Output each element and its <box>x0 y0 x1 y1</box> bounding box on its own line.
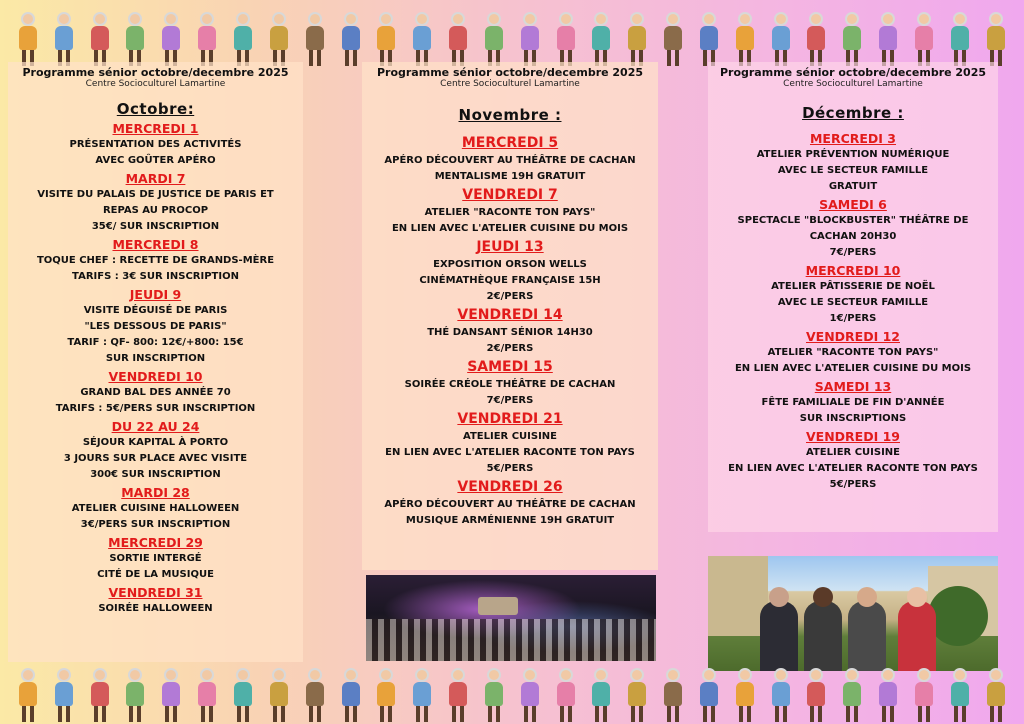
event-detail: AVEC GOÛTER APÉRO <box>95 155 216 166</box>
senior-character-illustration <box>588 666 614 722</box>
senior-character-illustration <box>911 666 937 722</box>
dance-hall-photo <box>366 575 656 661</box>
program-title: Programme sénior octobre/decembre 2025 <box>22 66 289 79</box>
event-detail: ATELIER PRÉVENTION NUMÉRIQUE <box>756 149 950 160</box>
senior-character-illustration <box>660 666 686 722</box>
senior-character-illustration <box>230 10 256 66</box>
event-detail: SPECTACLE "BLOCKBUSTER" THÉÂTRE DE <box>737 215 969 226</box>
senior-character-illustration <box>696 666 722 722</box>
senior-character-illustration <box>338 10 364 66</box>
event-detail: FÊTE FAMILIALE DE FIN D'ANNÉE <box>761 397 945 408</box>
event-item <box>362 186 658 237</box>
month-title-december: Décembre : <box>802 104 904 122</box>
senior-character-illustration <box>15 10 41 66</box>
program-title: Programme sénior octobre/decembre 2025 <box>376 66 644 79</box>
senior-character-illustration <box>338 666 364 722</box>
event-detail: ATELIER "RACONTE TON PAYS" <box>767 347 939 358</box>
event-item <box>8 120 303 169</box>
event-day: MARDI 28 <box>121 485 190 500</box>
event-detail: 2€/PERS <box>486 343 534 354</box>
senior-character-illustration <box>373 10 399 66</box>
senior-character-illustration <box>732 666 758 722</box>
event-detail: 3€/PERS SUR INSCRIPTION <box>80 519 231 530</box>
event-day: VENDREDI 7 <box>462 187 558 203</box>
senior-character-illustration <box>624 666 650 722</box>
center-name: Centre Socioculturel Lamartine <box>783 79 923 89</box>
event-detail: 2€/PERS <box>486 291 534 302</box>
event-day: VENDREDI 26 <box>457 479 563 495</box>
event-day: JEUDI 13 <box>476 239 544 255</box>
event-detail: 35€/ SUR INSCRIPTION <box>91 221 220 232</box>
event-item <box>708 130 998 195</box>
senior-character-illustration <box>875 10 901 66</box>
event-day: VENDREDI 10 <box>108 369 203 384</box>
event-detail: 300€ SUR INSCRIPTION <box>90 469 221 480</box>
december-panel <box>708 62 998 532</box>
event-detail: EXPOSITION ORSON WELLS <box>433 259 587 270</box>
senior-character-illustration <box>768 666 794 722</box>
building-shape <box>708 556 768 636</box>
event-detail: 1€/PERS <box>829 313 877 324</box>
senior-character-illustration <box>87 10 113 66</box>
senior-character-illustration <box>696 10 722 66</box>
event-day: DU 22 AU 24 <box>111 419 200 434</box>
event-detail: AVEC LE SECTEUR FAMILLE <box>777 165 929 176</box>
event-detail: 5€/PERS <box>486 463 534 474</box>
event-item <box>708 378 998 427</box>
event-item <box>708 196 998 261</box>
event-detail: CINÉMATHÈQUE FRANÇAISE 15H <box>419 275 601 286</box>
event-item <box>8 534 303 583</box>
event-day: VENDREDI 12 <box>806 329 900 344</box>
event-detail: MUSIQUE ARMÉNIENNE 19H GRATUIT <box>405 515 615 526</box>
event-detail: SÉJOUR KAPITAL À PORTO <box>82 437 229 448</box>
senior-character-illustration <box>266 666 292 722</box>
event-day: SAMEDI 15 <box>467 359 553 375</box>
group-photo <box>708 556 998 671</box>
senior-character-illustration <box>122 666 148 722</box>
event-detail: SOIRÉE HALLOWEEN <box>98 603 213 614</box>
senior-character-illustration <box>839 10 865 66</box>
event-detail: SUR INSCRIPTIONS <box>799 413 907 424</box>
october-panel <box>8 62 303 662</box>
event-detail: EN LIEN AVEC L'ATELIER RACONTE TON PAYS <box>728 463 978 474</box>
event-item <box>8 484 303 533</box>
event-day: VENDREDI 19 <box>806 429 900 444</box>
event-day: SAMEDI 13 <box>814 379 892 394</box>
event-item <box>362 478 658 529</box>
event-detail: APÉRO DÉCOUVERT AU THÉÂTRE DE CACHAN <box>384 499 636 510</box>
event-detail: THÉ DANSANT SÉNIOR 14H30 <box>427 327 593 338</box>
senior-character-illustration <box>553 666 579 722</box>
senior-character-illustration <box>947 666 973 722</box>
tables-shape <box>366 619 656 661</box>
event-detail: 5€/PERS <box>829 479 877 490</box>
event-day: MERCREDI 5 <box>461 135 559 151</box>
senior-character-illustration <box>51 10 77 66</box>
event-detail: SUR INSCRIPTION <box>105 353 206 364</box>
event-detail: EN LIEN AVEC L'ATELIER RACONTE TON PAYS <box>385 447 635 458</box>
senior-character-illustration <box>517 666 543 722</box>
event-detail: AVEC LE SECTEUR FAMILLE <box>777 297 929 308</box>
event-day: JEUDI 9 <box>129 287 182 302</box>
senior-character-illustration <box>660 10 686 66</box>
senior-character-illustration <box>122 10 148 66</box>
top-illustration-row <box>0 4 1024 66</box>
event-item <box>362 238 658 305</box>
senior-character-illustration <box>911 10 937 66</box>
event-day: MERCREDI 10 <box>805 263 901 278</box>
event-day: MERCREDI 1 <box>112 121 199 136</box>
event-detail: ATELIER CUISINE <box>805 447 901 458</box>
center-name: Centre Socioculturel Lamartine <box>85 79 226 89</box>
event-day: VENDREDI 31 <box>108 585 203 600</box>
event-detail: 3 JOURS SUR PLACE AVEC VISITE <box>63 453 248 464</box>
senior-character-illustration <box>373 666 399 722</box>
senior-character-illustration <box>517 10 543 66</box>
event-detail: "LES DESSOUS DE PARIS" <box>84 321 227 332</box>
senior-character-illustration <box>588 10 614 66</box>
program-title: Programme sénior octobre/decembre 2025 <box>719 66 987 79</box>
event-detail: VISITE DÉGUISÉ DE PARIS <box>83 305 228 316</box>
senior-character-illustration <box>445 666 471 722</box>
event-detail: SORTIE INTERGÉ <box>109 553 202 564</box>
event-item <box>362 306 658 357</box>
month-title-november: Novembre : <box>458 106 562 124</box>
event-detail: VISITE DU PALAIS DE JUSTICE DE PARIS ET <box>37 189 274 200</box>
senior-character-illustration <box>194 10 220 66</box>
event-item <box>708 428 998 493</box>
senior-character-illustration <box>481 666 507 722</box>
senior-character-illustration <box>947 10 973 66</box>
event-day: MERCREDI 3 <box>809 131 897 146</box>
senior-character-illustration <box>51 666 77 722</box>
stage-shape <box>478 597 518 615</box>
senior-character-illustration <box>875 666 901 722</box>
event-day: VENDREDI 14 <box>457 307 563 323</box>
senior-character-illustration <box>553 10 579 66</box>
event-item <box>362 134 658 185</box>
tree-shape <box>928 586 988 646</box>
event-day: SAMEDI 6 <box>819 197 887 212</box>
event-detail: MENTALISME 19H GRATUIT <box>434 171 586 182</box>
october-events <box>8 120 303 617</box>
event-detail: TARIF : QF- 800: 12€/+800: 15€ <box>67 337 244 348</box>
december-events <box>708 130 998 493</box>
november-panel <box>362 62 658 570</box>
event-detail: ATELIER CUISINE <box>462 431 558 442</box>
senior-character-illustration <box>409 666 435 722</box>
senior-character-illustration <box>983 666 1009 722</box>
event-detail: REPAS AU PROCOP <box>102 205 209 216</box>
event-detail: ATELIER CUISINE HALLOWEEN <box>71 503 240 514</box>
event-item <box>8 584 303 617</box>
event-detail: TARIFS : 5€/PERS SUR INSCRIPTION <box>55 403 256 414</box>
event-detail: TOQUE CHEF : RECETTE DE GRANDS-MÈRE <box>36 255 275 266</box>
event-item <box>708 262 998 327</box>
senior-character-illustration <box>230 666 256 722</box>
bottom-illustration-row <box>0 660 1024 722</box>
event-item <box>8 236 303 285</box>
senior-character-illustration <box>732 10 758 66</box>
event-item <box>8 286 303 367</box>
event-detail: TARIFS : 3€ SUR INSCRIPTION <box>72 271 239 282</box>
event-detail: APÉRO DÉCOUVERT AU THÉÂTRE DE CACHAN <box>384 155 636 166</box>
event-detail: GRAND BAL DES ANNÉE 70 <box>80 387 231 398</box>
senior-character-illustration <box>839 666 865 722</box>
senior-character-illustration <box>266 10 292 66</box>
senior-character-illustration <box>158 666 184 722</box>
event-detail: PRÉSENTATION DES ACTIVITÉS <box>69 139 242 150</box>
event-detail: CITÉ DE LA MUSIQUE <box>97 569 214 580</box>
senior-character-illustration <box>302 10 328 66</box>
senior-character-illustration <box>409 10 435 66</box>
event-detail: 7€/PERS <box>829 247 877 258</box>
center-name: Centre Socioculturel Lamartine <box>440 79 580 89</box>
senior-character-illustration <box>803 666 829 722</box>
event-detail: EN LIEN AVEC L'ATELIER CUISINE DU MOIS <box>391 223 629 234</box>
event-detail: ATELIER "RACONTE TON PAYS" <box>424 207 596 218</box>
senior-character-illustration <box>768 10 794 66</box>
senior-character-illustration <box>624 10 650 66</box>
event-item <box>8 170 303 235</box>
event-item <box>8 368 303 417</box>
event-detail: CACHAN 20H30 <box>809 231 897 242</box>
event-day: MERCREDI 8 <box>112 237 199 252</box>
event-detail: 7€/PERS <box>486 395 534 406</box>
senior-character-illustration <box>445 10 471 66</box>
senior-character-illustration <box>481 10 507 66</box>
event-item <box>8 418 303 483</box>
event-day: VENDREDI 21 <box>457 411 563 427</box>
event-detail: GRATUIT <box>828 181 878 192</box>
event-detail: SOIRÉE CRÉOLE THÉÂTRE DE CACHAN <box>404 379 616 390</box>
senior-character-illustration <box>158 10 184 66</box>
event-item <box>362 410 658 477</box>
event-day: MARDI 7 <box>125 171 186 186</box>
november-events <box>362 134 658 529</box>
event-detail: EN LIEN AVEC L'ATELIER CUISINE DU MOIS <box>734 363 972 374</box>
senior-character-illustration <box>983 10 1009 66</box>
event-detail: ATELIER PÂTISSERIE DE NOËL <box>771 281 935 292</box>
senior-character-illustration <box>803 10 829 66</box>
senior-character-illustration <box>15 666 41 722</box>
senior-character-illustration <box>194 666 220 722</box>
senior-character-illustration <box>302 666 328 722</box>
month-title-october: Octobre: <box>116 100 195 118</box>
event-day: MERCREDI 29 <box>108 535 203 550</box>
event-item <box>362 358 658 409</box>
senior-character-illustration <box>87 666 113 722</box>
event-item <box>708 328 998 377</box>
